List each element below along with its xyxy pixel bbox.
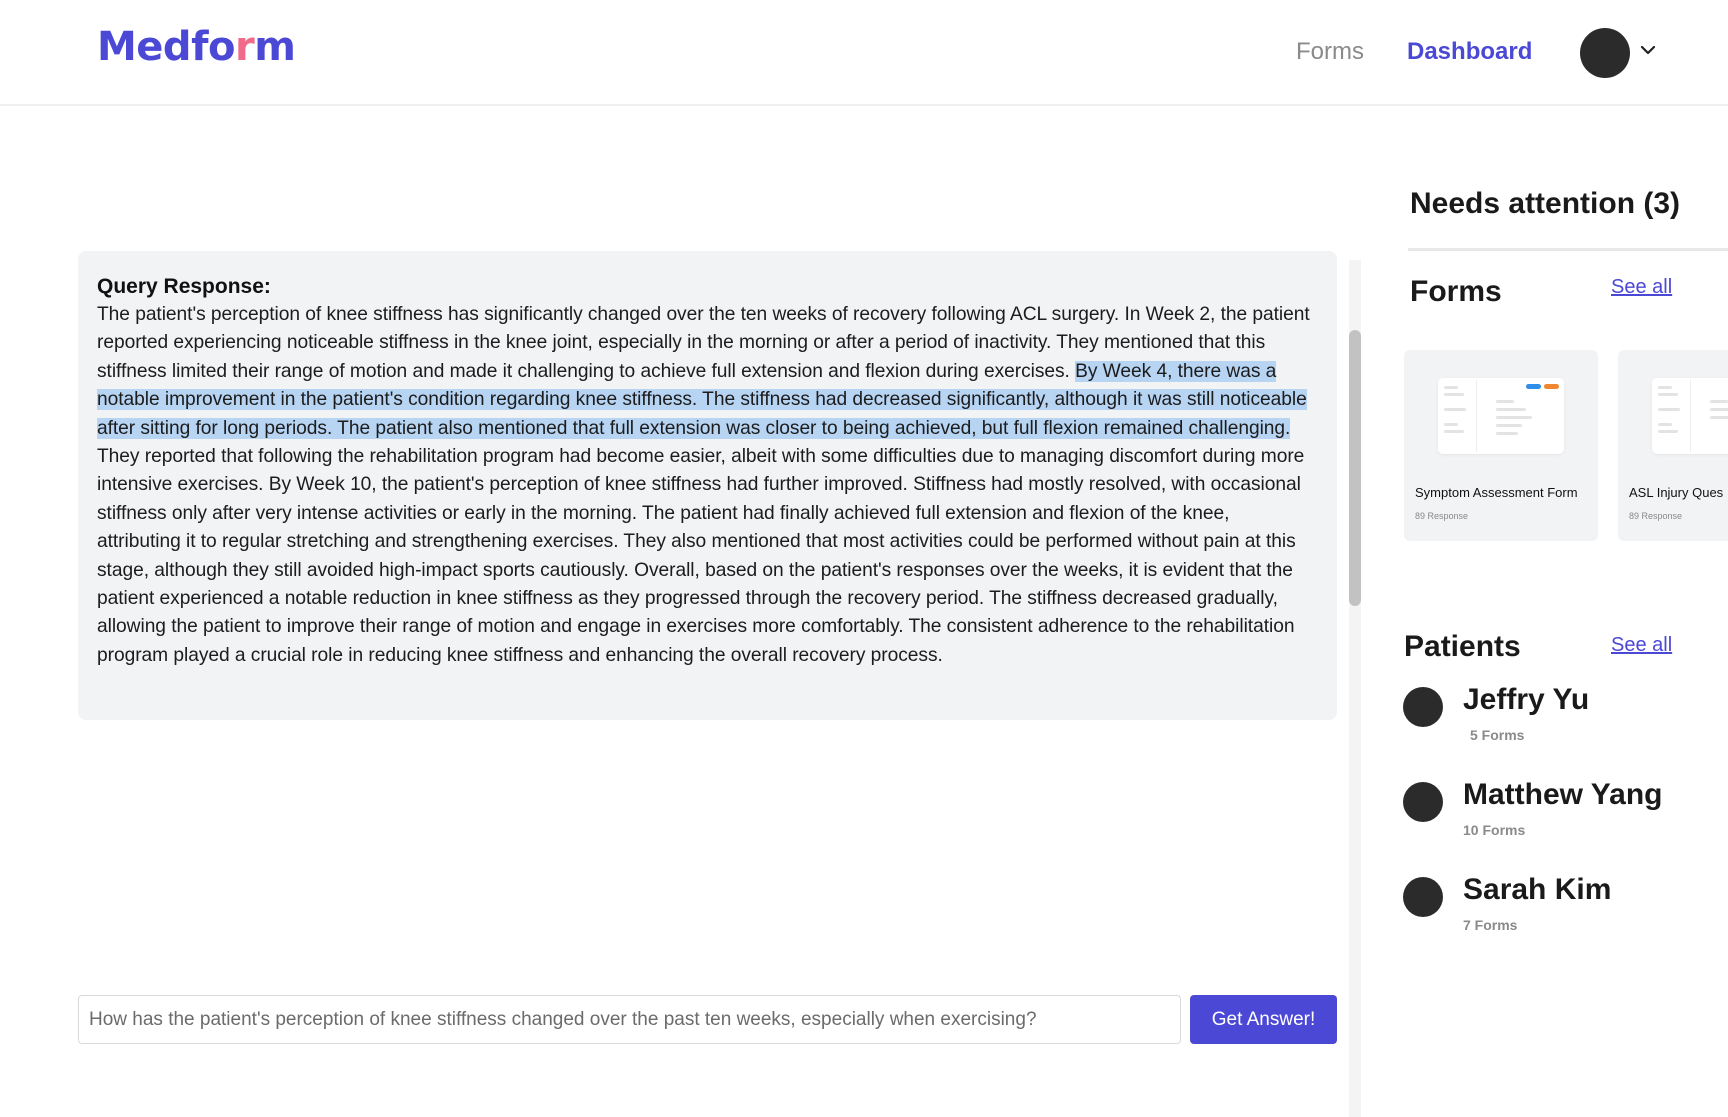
response-segment-selected: By Week 4, there was a notable improvement in the patient's condition regarding knee stiffness. The stiffness had decreased significantly, although it was still noticeable after sitting for long periods. The patient also mentioned that full extension was closer to being achieved, but full flexion remained challenging. — [97, 360, 1307, 439]
forms-heading: Forms — [1410, 275, 1502, 308]
patient-avatar — [1403, 877, 1443, 917]
response-segment: The patient's perception of knee stiffness has significantly changed over the ten weeks of recovery following ACL surgery. In Week 2, the patient reported experiencing noticeable stiffness in the knee joint, especially in the morning or after a period of inactivity. They mentioned that this stiffness limited their range of motion and made it challenging to achieve full extension and flexion during exercises. — [97, 304, 1310, 382]
forms-see-all-link[interactable]: See all — [1611, 276, 1673, 298]
patient-name: Matthew Yang — [1463, 778, 1663, 811]
form-card[interactable] — [1618, 350, 1728, 541]
medform-logo[interactable] — [97, 24, 295, 70]
patients-heading: Patients — [1404, 630, 1521, 663]
patient-form-count: 10 Forms — [1463, 822, 1526, 838]
form-card-responses: 89 Response — [1415, 511, 1469, 521]
response-text — [97, 301, 1318, 670]
top-header — [0, 0, 1728, 106]
form-card-responses: 89 Response — [1629, 511, 1683, 521]
logo-text-prefix: Medfo — [97, 24, 235, 70]
needs-attention-heading: Needs attention (3) — [1410, 187, 1681, 220]
patient-item[interactable] — [1403, 873, 1703, 947]
response-title: Query Response: — [97, 275, 271, 298]
patient-avatar — [1403, 782, 1443, 822]
response-segment: They reported that following the rehabilitation program had become easier, albeit with some difficulties due to managing discomfort during more intensive exercises. By Week 10, the patient's perception of knee stiffness had further improved. Stiffness had mostly resolved, with occasional stiffness only after very intense activities or early in the morning. The patient had finally achieved full extension and flexion of the knee, attributing it to regular stretching and strengthening exercises. They also mentioned that most activities could be performed without pain at this stage, although they still avoided high-impact sports cautiously. Overall, based on the patient's responses over the weeks, it is evident that the patient experienced a notable reduction in knee stiffness as they progressed through the recovery period. The stiffness decreased gradually, allowing the patient to improve their range of motion and engage in exercises more comfortably. The consistent adherence to the rehabilitation program played a crucial role in reducing knee stiffness and enhancing the overall recovery process. — [97, 446, 1305, 666]
nav-link-forms[interactable]: Forms — [1296, 38, 1364, 65]
user-avatar[interactable] — [1580, 28, 1630, 78]
form-preview-icon — [1652, 378, 1728, 454]
patient-form-count: 5 Forms — [1470, 727, 1525, 743]
query-input[interactable] — [78, 995, 1181, 1044]
patient-item[interactable] — [1403, 778, 1703, 852]
divider — [1408, 248, 1728, 251]
user-menu[interactable] — [1580, 28, 1660, 78]
form-card-title: Symptom Assessment Form — [1415, 485, 1578, 500]
patient-avatar — [1403, 687, 1443, 727]
patients-see-all-link[interactable]: See all — [1611, 634, 1673, 656]
logo-text-suffix: m — [254, 24, 296, 70]
form-card[interactable] — [1404, 350, 1598, 541]
patient-name: Jeffry Yu — [1463, 683, 1590, 716]
form-preview-icon — [1438, 378, 1564, 454]
get-answer-button[interactable]: Get Answer! — [1190, 995, 1337, 1044]
patient-form-count: 7 Forms — [1463, 917, 1518, 933]
form-card-title: ASL Injury Ques — [1629, 485, 1724, 500]
patient-item[interactable] — [1403, 683, 1703, 757]
nav-link-dashboard[interactable]: Dashboard — [1407, 38, 1533, 65]
logo-text-dot: r — [234, 24, 255, 70]
patient-name: Sarah Kim — [1463, 873, 1612, 906]
query-response-panel — [78, 251, 1337, 720]
scrollbar-thumb[interactable] — [1349, 330, 1361, 606]
chevron-down-icon[interactable] — [1638, 40, 1658, 60]
